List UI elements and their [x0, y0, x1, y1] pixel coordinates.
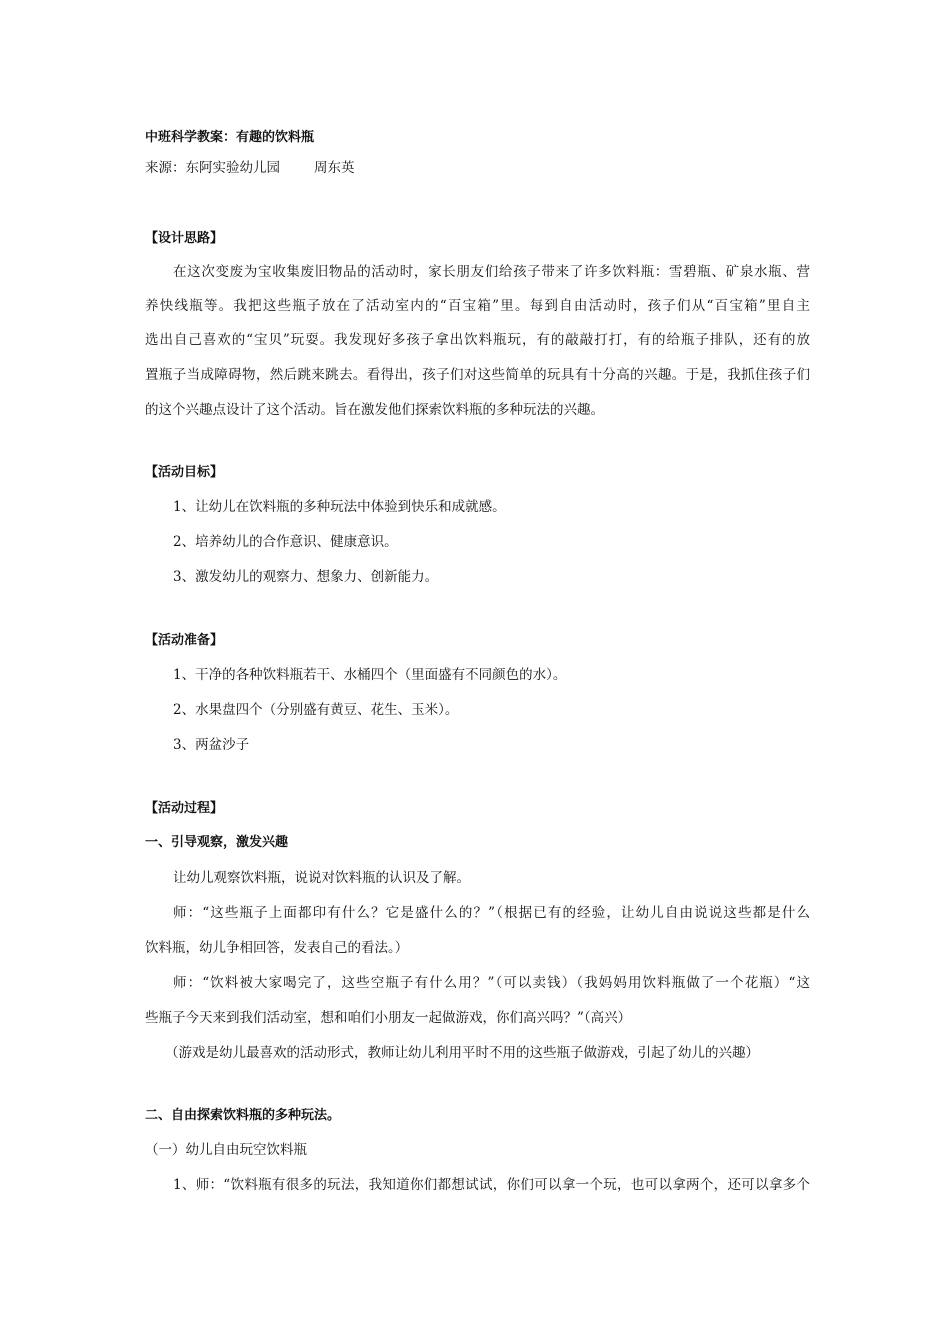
prep-item-2: 2、水果盘四个（分别盛有黄豆、花生、玉米）。 [173, 702, 459, 718]
design-line-1: 在这次变废为宝收集废旧物品的活动时，家长朋友们给孩子带来了许多饮料瓶：雪碧瓶、矿泉水瓶、营 [173, 264, 810, 280]
part1-paragraph-1: 让幼儿观察饮料瓶，说说对饮料瓶的认识及了解。 [173, 870, 470, 886]
goal-item-3: 3、激发幼儿的观察力、想象力、创新能力。 [173, 569, 439, 585]
source-label: 来源：东阿实验幼儿园 [145, 160, 280, 176]
part1-paragraph-3a: 师：“饮料被大家喝完了，这些空瓶子有什么用？”（可以卖钱）（我妈妈用饮料瓶做了一个花瓶）“这 [173, 975, 810, 991]
process-heading: 【活动过程】 [145, 801, 224, 816]
design-heading: 【设计思路】 [145, 231, 224, 246]
prep-item-3: 3、两盆沙子 [173, 737, 250, 753]
goal-item-2: 2、培养幼儿的合作意识、健康意识。 [173, 534, 398, 550]
part2-heading: 二、自由探索饮料瓶的多种玩法。 [145, 1108, 341, 1123]
design-line-5: 的这个兴趣点设计了这个活动。旨在激发他们探索饮料瓶的多种玩法的兴趣。 [145, 402, 604, 418]
part1-heading: 一、引导观察，激发兴趣 [145, 835, 289, 850]
part1-paragraph-4: （游戏是幼儿最喜欢的活动形式，教师让幼儿利用平时不用的这些瓶子做游戏，引起了幼儿的兴趣） [165, 1045, 759, 1061]
part2-subheading-1: （一）幼儿自由玩空饮料瓶 [145, 1142, 307, 1158]
document-title: 中班科学教案：有趣的饮料瓶 [145, 130, 315, 145]
author-name: 周东英 [314, 160, 355, 176]
part1-paragraph-3b: 些瓶子今天来到我们活动室，想和咱们小朋友一起做游戏，你们高兴吗？”（高兴） [145, 1010, 632, 1026]
goals-heading: 【活动目标】 [145, 465, 224, 480]
design-line-3: 选出自己喜欢的“宝贝”玩耍。我发现好多孩子拿出饮料瓶玩，有的敲敲打打，有的给瓶子排队，还有的放 [145, 332, 810, 348]
goal-item-1: 1、让幼儿在饮料瓶的多种玩法中体验到快乐和成就感。 [173, 499, 506, 515]
part2-paragraph-1: 1、师：“饮料瓶有很多的玩法，我知道你们都想试试，你们可以拿一个玩，也可以拿两个，还可以拿多个 [173, 1177, 810, 1193]
prep-item-1: 1、干净的各种饮料瓶若干、水桶四个（里面盛有不同颜色的水）。 [173, 667, 567, 683]
design-line-2: 养快线瓶等。我把这些瓶子放在了活动室内的“百宝箱”里。每到自由活动时，孩子们从“百宝箱”里自主 [145, 298, 810, 314]
part1-paragraph-2a: 师：“这些瓶子上面都印有什么？它是盛什么的？”（根据已有的经验，让幼儿自由说说这些都是什么 [173, 905, 810, 921]
part1-paragraph-2b: 饮料瓶，幼儿争相回答，发表自己的看法。） [145, 940, 409, 956]
prep-heading: 【活动准备】 [145, 633, 224, 648]
design-line-4: 置瓶子当成障碍物，然后跳来跳去。看得出，孩子们对这些简单的玩具有十分高的兴趣。于是，我抓住孩子们 [145, 367, 810, 383]
source-line [145, 158, 810, 178]
